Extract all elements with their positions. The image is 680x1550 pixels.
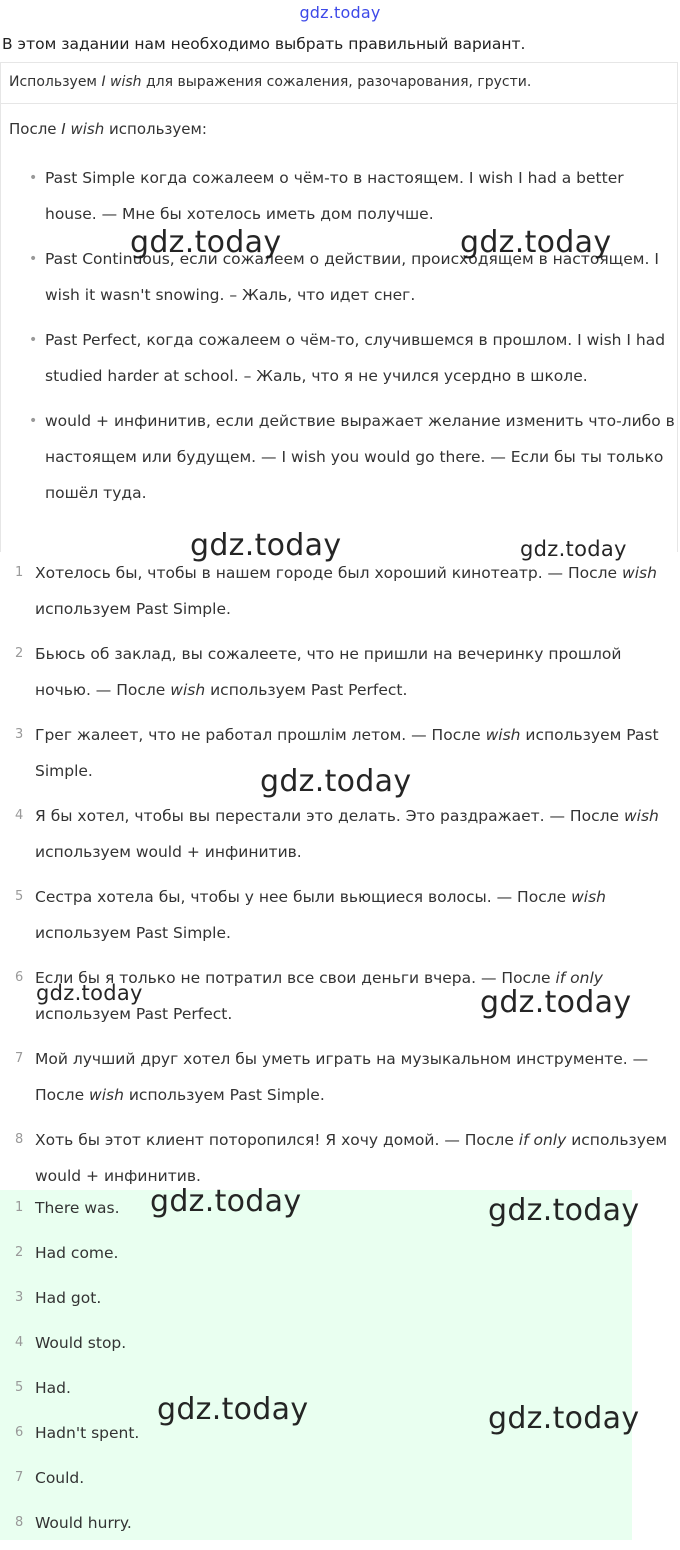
site-logo[interactable]: gdz.today (299, 3, 381, 22)
rule-item: • would + инфинитив, если действие выражает желание изменить что-либо в настоящем или будущем. — I wish you would go there. — Если бы ты только пошёл туда. (9, 403, 677, 511)
explanation-item: 8 Хоть бы этот клиент поторопился! Я хочу домой. — После if only используем would + инфинитив. (0, 1122, 680, 1194)
rule-list (9, 160, 677, 511)
answer-box (0, 1190, 632, 1540)
explanation-item: 2 Бьюсь об заклад, вы сожалеете, что не пришли на вечеринку прошлой ночью. — После wish используем Past Perfect. (0, 636, 680, 708)
bullet-icon: • (29, 170, 38, 186)
item-number: 8 (15, 1515, 24, 1530)
watermark: gdz.today (157, 1392, 309, 1427)
explanation-item: 5 Сестра хотела бы, чтобы у нее были вьющиеся волосы. — После wish используем Past Simple. (0, 879, 680, 951)
answer-item: 1 There was. (0, 1190, 632, 1235)
watermark: gdz.today (150, 1184, 302, 1219)
explanation-list (0, 555, 680, 1203)
explanation-item: 4 Я бы хотел, чтобы вы перестали это делать. Это раздражает. — После wish используем would + инфинитив. (0, 798, 680, 870)
item-number: 3 (15, 727, 24, 742)
watermark: gdz.today (480, 985, 632, 1020)
answer-item: 4 Would stop. (0, 1325, 632, 1370)
watermark: gdz.today (130, 225, 282, 260)
item-number: 8 (15, 1132, 24, 1147)
rule-item: • Past Simple когда сожалеем о чём-то в настоящем. I wish I had a better house. — Мне бы хотелось иметь дом получше. (9, 160, 677, 232)
answer-item: 8 Would hurry. (0, 1505, 632, 1550)
watermark: gdz.today (36, 981, 143, 1005)
rule-body (1, 104, 677, 511)
watermark: gdz.today (488, 1193, 640, 1228)
item-number: 6 (15, 970, 24, 985)
watermark: gdz.today (520, 537, 627, 561)
watermark: gdz.today (260, 764, 412, 799)
task-intro: В этом задании нам необходимо выбрать правильный вариант. (2, 35, 526, 53)
explanation-item: 7 Мой лучший друг хотел бы уметь играть на музыкальном инструменте. — После wish используем Past Simple. (0, 1041, 680, 1113)
item-number: 4 (15, 808, 24, 823)
item-number: 2 (15, 646, 24, 661)
rule-intro: После I wish используем: (9, 120, 207, 138)
item-number: 7 (15, 1470, 24, 1485)
answer-item: 2 Had come. (0, 1235, 632, 1280)
watermark: gdz.today (460, 225, 612, 260)
item-number: 4 (15, 1335, 24, 1350)
item-number: 3 (15, 1290, 24, 1305)
watermark: gdz.today (488, 1401, 640, 1436)
answer-item: 7 Could. (0, 1460, 632, 1505)
rule-box (0, 62, 678, 552)
bullet-icon: • (29, 332, 38, 348)
explanation-item: 1 Хотелось бы, чтобы в нашем городе был хороший кинотеатр. — После wish используем Past Simple. (0, 555, 680, 627)
answer-item: 3 Had got. (0, 1280, 632, 1325)
answer-item: 5 Had. (0, 1370, 632, 1415)
item-number: 7 (15, 1051, 24, 1066)
rule-item: • Past Perfect, когда сожалеем о чём-то, случившемся в прошлом. I wish I had studied harder at school. – Жаль, что я не учился усердно в школе. (9, 322, 677, 394)
item-number: 1 (15, 565, 24, 580)
item-number: 2 (15, 1245, 24, 1260)
answer-item: 6 Hadn't spent. (0, 1415, 632, 1460)
item-number: 5 (15, 889, 24, 904)
bullet-icon: • (29, 413, 38, 429)
rule-header: Используем I wish для выражения сожаления, разочарования, грусти. (1, 63, 677, 104)
bullet-icon: • (29, 251, 38, 267)
item-number: 6 (15, 1425, 24, 1440)
item-number: 5 (15, 1380, 24, 1395)
item-number: 1 (15, 1200, 24, 1215)
explanation-item: 6 Если бы я только не потратил все свои деньги вчера. — После if only используем Past Perfect. (0, 960, 680, 1032)
watermark: gdz.today (190, 528, 342, 563)
rule-item: • Past Continuous, если сожалеем о действии, происходящем в настоящем. I wish it wasn't snowing. – Жаль, что идет снег. (9, 241, 677, 313)
explanation-item: 3 Грег жалеет, что не работал прошлім летом. — После wish используем Past Simple. (0, 717, 680, 789)
